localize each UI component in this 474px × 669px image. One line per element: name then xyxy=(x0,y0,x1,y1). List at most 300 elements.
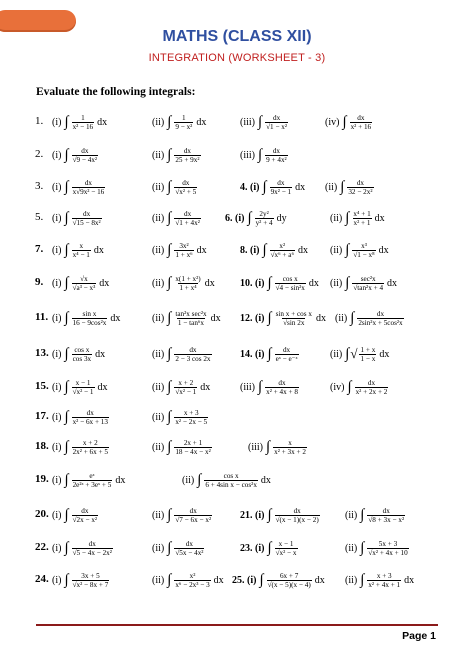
numerator: cos x xyxy=(74,345,90,354)
denominator: 9 − x² xyxy=(175,122,193,131)
part-label: (ii) xyxy=(152,542,165,554)
integral-item xyxy=(52,177,107,197)
fraction xyxy=(72,147,99,164)
integral-sign-icon: ∫ xyxy=(266,439,271,455)
differential: dy xyxy=(276,212,287,224)
numerator: dx xyxy=(189,345,197,354)
part-label: (iii) xyxy=(248,441,263,453)
question-row xyxy=(0,308,474,328)
differential: dx xyxy=(315,312,326,324)
integral-item xyxy=(52,112,107,132)
part-label: (ii) xyxy=(182,474,195,486)
integral-item xyxy=(240,538,300,558)
part-label: (ii) xyxy=(330,244,343,256)
integral-item xyxy=(225,208,287,228)
denominator: x⁶ − 2x³ − 3 xyxy=(175,580,210,589)
denominator: 2 − 3 cos 2x xyxy=(175,354,211,363)
denominator: 16 − 9cos²x xyxy=(72,318,107,327)
denominator: 2x² + 6x + 5 xyxy=(72,447,108,456)
integral-item xyxy=(182,470,271,490)
denominator: 2sin²x + 5cos²x xyxy=(358,318,403,327)
question-number: 11. xyxy=(35,311,49,323)
fraction xyxy=(347,179,373,196)
part-label: (ii) xyxy=(325,181,338,193)
question-number: 20. xyxy=(35,508,49,520)
denominator: √sin 2x xyxy=(283,318,305,327)
integral-sign-icon: ∫ xyxy=(64,242,69,258)
integral-sign-icon: ∫ xyxy=(259,572,264,588)
integral-item xyxy=(152,273,215,293)
integral-item xyxy=(240,273,319,293)
denominator: √7 − 6x − x² xyxy=(175,515,212,524)
fraction xyxy=(72,242,91,259)
numerator: x + 3 xyxy=(376,571,392,580)
differential: dx xyxy=(210,312,221,324)
fraction xyxy=(352,275,384,292)
fraction xyxy=(367,572,401,589)
integral-sign-icon: ∫ xyxy=(360,507,365,523)
denominator: √a³ − x³ xyxy=(72,283,96,292)
integral-sign-icon: ∫ xyxy=(345,275,350,291)
denominator: √x² + 5 xyxy=(175,187,197,196)
denominator: √x² − 8x + 7 xyxy=(72,580,109,589)
part-label: (ii) xyxy=(152,348,165,360)
part-label: 14. (i) xyxy=(240,348,265,360)
denominator: x√9x² − 16 xyxy=(72,187,105,196)
part-label: (i) xyxy=(52,212,62,224)
differential: dx xyxy=(379,348,390,360)
denominator: √x⁶ + a⁶ xyxy=(270,250,294,259)
denominator: 1 − x xyxy=(360,354,376,363)
numerator: x xyxy=(79,241,84,250)
integral-item xyxy=(52,437,111,457)
differential: dx xyxy=(378,244,389,256)
integral-sign-icon: ∫ xyxy=(167,242,172,258)
numerator: dx xyxy=(182,178,190,187)
numerator: x − 1 xyxy=(75,378,91,387)
fraction xyxy=(270,179,293,196)
numerator: cos x xyxy=(282,274,298,283)
integral-item xyxy=(345,570,414,590)
fraction xyxy=(174,275,201,292)
denominator: 1 − tan⁶x xyxy=(177,318,205,327)
integral-item xyxy=(232,570,325,590)
part-label: (iii) xyxy=(240,381,255,393)
denominator: 1 + x⁶ xyxy=(175,250,193,259)
part-label: (i) xyxy=(52,411,62,423)
denominator: √15 − 8x² xyxy=(72,218,101,227)
question-number: 2. xyxy=(35,148,44,160)
integral-sign-icon: ∫ xyxy=(167,275,172,291)
integral-item xyxy=(52,208,104,228)
integral-sign-icon: ∫ xyxy=(64,379,69,395)
integral-sign-icon: ∫ xyxy=(64,147,69,163)
part-label: 25. (i) xyxy=(232,574,257,586)
question-number: 9. xyxy=(35,276,44,288)
fraction xyxy=(174,147,200,164)
question-row xyxy=(0,437,474,457)
integral-sign-icon: ∫ xyxy=(345,242,350,258)
integral-sign-icon: ∫ xyxy=(64,409,69,425)
part-label: (ii) xyxy=(152,574,165,586)
question-row xyxy=(0,570,474,590)
numerator: x + 2 xyxy=(82,438,98,447)
fraction xyxy=(174,540,204,557)
integral-sign-icon: ∫ xyxy=(64,210,69,226)
denominator: √5x − 4x² xyxy=(175,548,204,557)
integral-sign-icon: ∫ xyxy=(267,275,272,291)
numerator: 3x² xyxy=(179,241,189,250)
denominator: √1 − x² xyxy=(266,122,288,131)
fraction xyxy=(275,310,313,327)
fraction xyxy=(174,507,212,524)
integral-item xyxy=(52,470,125,490)
numerator: dx xyxy=(88,539,96,548)
differential: dx xyxy=(308,277,319,289)
question-number: 22. xyxy=(35,541,49,553)
integral-item xyxy=(330,273,397,293)
denominator: √(x − 5)(x − 4) xyxy=(267,580,311,589)
integral-item xyxy=(152,308,221,328)
fraction xyxy=(174,310,207,327)
differential: dx xyxy=(115,474,126,486)
integral-sign-icon: ∫ xyxy=(167,439,172,455)
sqrt-icon: √ xyxy=(350,346,358,361)
fraction xyxy=(265,147,288,164)
integral-item xyxy=(330,208,385,228)
numerator: tan²x sec²x xyxy=(175,309,207,318)
part-label: (ii) xyxy=(152,312,165,324)
denominator: √(x − 1)(x − 2) xyxy=(275,515,319,524)
integral-item xyxy=(152,145,203,165)
part-label: (i) xyxy=(52,149,62,161)
numerator: x + 2 xyxy=(178,378,194,387)
integral-item xyxy=(52,273,109,293)
numerator: x⁴ + 1 xyxy=(353,209,371,218)
denominator: eˣ − e⁻ˣ xyxy=(275,354,298,363)
denominator: x² + 4x + 8 xyxy=(266,387,298,396)
integral-sign-icon: ∫ xyxy=(267,507,272,523)
part-label: (i) xyxy=(52,244,62,256)
question-number: 19. xyxy=(35,473,49,485)
integral-item xyxy=(325,177,376,197)
fraction xyxy=(72,114,95,131)
denominator: √x² − 1 xyxy=(72,387,94,396)
denominator: 9x² − 1 xyxy=(270,187,292,196)
integral-sign-icon: ∫ xyxy=(167,179,172,195)
question-row xyxy=(0,273,474,293)
integral-sign-icon: ∫ xyxy=(64,572,69,588)
part-label: (ii) xyxy=(330,212,343,224)
differential: dx xyxy=(204,277,215,289)
integral-item xyxy=(240,145,290,165)
integral-item xyxy=(345,538,411,558)
numerator: dx xyxy=(277,178,285,187)
differential: dx xyxy=(295,181,306,193)
part-label: 8. (i) xyxy=(240,244,260,256)
part-label: (ii) xyxy=(152,411,165,423)
part-label: 6. (i) xyxy=(225,212,245,224)
fraction xyxy=(275,507,320,524)
part-label: (iv) xyxy=(325,116,340,128)
integral-sign-icon: ∫ xyxy=(167,379,172,395)
integral-item xyxy=(52,377,108,397)
part-label: (ii) xyxy=(345,574,358,586)
denominator: √4 − sin²x xyxy=(275,283,305,292)
fraction xyxy=(350,114,373,131)
fraction xyxy=(174,210,201,227)
integral-sign-icon: ∫ xyxy=(360,572,365,588)
fraction xyxy=(355,379,389,396)
integral-item xyxy=(152,407,210,427)
denominator: x² + 3x + 2 xyxy=(274,447,306,456)
integral-item xyxy=(152,344,214,364)
differential: dx xyxy=(374,212,385,224)
differential: dx xyxy=(99,277,110,289)
part-label: (ii) xyxy=(152,116,165,128)
fraction xyxy=(174,346,211,363)
fraction xyxy=(72,540,113,557)
integral-item xyxy=(240,344,301,364)
part-label: (ii) xyxy=(345,542,358,554)
integral-sign-icon: ∫ xyxy=(167,572,172,588)
fraction xyxy=(72,210,102,227)
numerator: dx xyxy=(367,378,376,387)
numerator: dx xyxy=(382,506,390,515)
fraction xyxy=(72,179,106,196)
denominator: cos 3x xyxy=(72,354,92,363)
integral-sign-icon: ∫ xyxy=(345,346,350,362)
numerator: dx xyxy=(183,146,192,155)
integral-sign-icon: ∫ xyxy=(350,310,355,326)
integral-sign-icon: ∫ xyxy=(197,472,202,488)
integral-item xyxy=(240,240,308,260)
denominator: x² + 1 xyxy=(353,218,371,227)
integral-item xyxy=(152,177,199,197)
question-row xyxy=(0,505,474,525)
question-number: 7. xyxy=(35,243,44,255)
part-label: (i) xyxy=(52,348,62,360)
integral-item xyxy=(52,505,100,525)
part-label: (i) xyxy=(52,441,62,453)
integral-item xyxy=(330,240,389,260)
part-label: 21. (i) xyxy=(240,509,265,521)
integral-sign-icon: ∫ xyxy=(247,210,252,226)
part-label: (ii) xyxy=(152,509,165,521)
integral-sign-icon: ∫ xyxy=(167,210,172,226)
page-subtitle: INTEGRATION (WORKSHEET - 3) xyxy=(148,52,326,64)
numerator: 1 xyxy=(182,113,186,122)
numerator: dx xyxy=(356,178,365,187)
denominator: y² + 4 xyxy=(255,218,273,227)
integral-sign-icon: ∫ xyxy=(64,472,69,488)
integral-item xyxy=(152,208,203,228)
integral-item xyxy=(248,437,309,457)
denominator: √x² + 4x + 10 xyxy=(368,548,408,557)
denominator: √8 + 3x − x² xyxy=(368,515,405,524)
fraction xyxy=(174,409,208,426)
integral-sign-icon: ∫ xyxy=(267,540,272,556)
integral-item xyxy=(52,308,120,328)
integral-sign-icon: ∫ xyxy=(64,346,69,362)
part-label: (ii) xyxy=(152,441,165,453)
numerator: x + 3 xyxy=(183,408,199,417)
fraction xyxy=(255,210,274,227)
part-label: (i) xyxy=(52,474,62,486)
numerator: x² xyxy=(189,571,196,580)
part-label: 10. (i) xyxy=(240,277,265,289)
numerator: sin x xyxy=(82,309,97,318)
page-title: MATHS (CLASS XII) xyxy=(162,28,312,45)
numerator: 5x + 3 xyxy=(378,539,398,548)
integral-sign-icon: ∫ xyxy=(342,114,347,130)
denominator: 18 − 4x − x² xyxy=(175,447,211,456)
fraction xyxy=(72,439,109,456)
numerator: dx xyxy=(81,506,89,515)
integral-sign-icon: ∫ xyxy=(267,310,272,326)
question-number: 3. xyxy=(35,180,44,192)
integral-sign-icon: ∫ xyxy=(167,147,172,163)
denominator: 6 + 4sin x − cos²x xyxy=(205,480,257,489)
differential: dx xyxy=(93,244,104,256)
fraction xyxy=(72,409,109,426)
numerator: dx xyxy=(185,539,193,548)
integral-sign-icon: ∫ xyxy=(258,379,263,395)
fraction xyxy=(174,439,211,456)
fraction xyxy=(174,242,193,259)
numerator: 2x + 1 xyxy=(183,438,203,447)
fraction xyxy=(174,572,210,589)
part-label: 12. (i) xyxy=(240,312,265,324)
integral-item xyxy=(52,570,111,590)
fraction xyxy=(72,379,95,396)
integral-item xyxy=(325,112,374,132)
part-label: (i) xyxy=(52,381,62,393)
part-label: (ii) xyxy=(152,381,165,393)
part-label: (ii) xyxy=(152,212,165,224)
instruction-text: Evaluate the following integrals: xyxy=(36,86,196,98)
integral-item xyxy=(52,407,111,427)
question-number: 5. xyxy=(35,211,44,223)
denominator: 32 − 2x² xyxy=(348,187,373,196)
integral-sign-icon: ∫ xyxy=(347,379,352,395)
denominator: x² + 4x + 1 xyxy=(368,580,401,589)
denominator: √1 − x⁸ xyxy=(353,250,375,259)
differential: dx xyxy=(95,348,106,360)
differential: dx xyxy=(97,381,108,393)
integral-sign-icon: ∫ xyxy=(167,346,172,362)
differential: dx xyxy=(110,312,121,324)
integral-item xyxy=(240,505,322,525)
denominator: √2x − x² xyxy=(72,515,98,524)
denominator: √9 − 4x² xyxy=(72,155,98,164)
differential: dx xyxy=(213,574,224,586)
denominator: 25 + 9x² xyxy=(175,155,200,164)
integral-item xyxy=(52,240,104,260)
denominator: x² − 2x − 5 xyxy=(175,417,208,426)
fraction xyxy=(174,179,197,196)
fraction xyxy=(367,540,408,557)
fraction xyxy=(204,472,258,489)
part-label: (i) xyxy=(52,509,62,521)
integral-sign-icon: ∫ xyxy=(64,179,69,195)
numerator: x² xyxy=(279,241,286,250)
integral-sign-icon: ∫ xyxy=(64,275,69,291)
differential: dx xyxy=(97,116,108,128)
denominator: x² − 6x + 13 xyxy=(72,417,108,426)
part-label: (i) xyxy=(52,542,62,554)
fraction xyxy=(352,210,371,227)
part-label: (i) xyxy=(52,277,62,289)
numerator: cos x xyxy=(223,471,239,480)
question-number: 13. xyxy=(35,347,49,359)
integral-sign-icon: ∫ xyxy=(167,114,172,130)
integral-sign-icon: ∫ xyxy=(167,507,172,523)
numerator: dx xyxy=(189,506,197,515)
numerator: dx xyxy=(83,209,91,218)
fraction xyxy=(275,275,306,292)
differential: dx xyxy=(260,474,271,486)
part-label: (ii) xyxy=(330,277,343,289)
denominator: 9 + 4x² xyxy=(266,155,287,164)
part-label: (ii) xyxy=(152,181,165,193)
integral-item xyxy=(240,177,305,197)
numerator: x xyxy=(288,438,292,447)
numerator: sin x + cos x xyxy=(275,309,312,318)
integral-item xyxy=(152,377,210,397)
page-number: Page 1 xyxy=(402,630,436,642)
integral-sign-icon: ∫ xyxy=(64,540,69,556)
question-row xyxy=(0,407,474,427)
numerator: dx xyxy=(272,146,280,155)
integral-item xyxy=(240,308,326,328)
fraction xyxy=(275,346,299,363)
question-number: 1. xyxy=(35,115,44,127)
denominator: 2e²ˣ + 3eˣ + 5 xyxy=(72,480,112,489)
part-label: (ii) xyxy=(152,277,165,289)
differential: dx xyxy=(196,244,207,256)
differential: dx xyxy=(196,116,207,128)
part-label: (iv) xyxy=(330,381,345,393)
question-number: 17. xyxy=(35,410,49,422)
numerator: dx xyxy=(293,506,301,515)
denominator: √tan²x + 4 xyxy=(353,283,384,292)
numerator: dx xyxy=(282,345,291,354)
denominator: √5 − 4x − 2x² xyxy=(72,548,112,557)
numerator: x − 1 xyxy=(278,539,294,548)
part-label: 23. (i) xyxy=(240,542,265,554)
fraction xyxy=(174,379,197,396)
differential: dx xyxy=(387,277,398,289)
fraction xyxy=(174,114,193,131)
denominator: √1 + 4x² xyxy=(175,218,200,227)
integral-sign-icon: ∫ xyxy=(267,346,272,362)
question-row xyxy=(0,538,474,558)
fraction xyxy=(273,439,307,456)
part-label: (iii) xyxy=(240,116,255,128)
fraction xyxy=(72,275,97,292)
part-label: (iii) xyxy=(240,149,255,161)
denominator: x⁴ − 1 xyxy=(72,250,90,259)
integral-sign-icon: ∫ xyxy=(64,310,69,326)
fraction xyxy=(265,114,288,131)
integral-item xyxy=(52,344,105,364)
integral-item xyxy=(330,377,390,397)
integral-item xyxy=(152,437,214,457)
integral-item xyxy=(152,570,224,590)
fraction xyxy=(72,572,110,589)
question-row xyxy=(0,344,474,364)
